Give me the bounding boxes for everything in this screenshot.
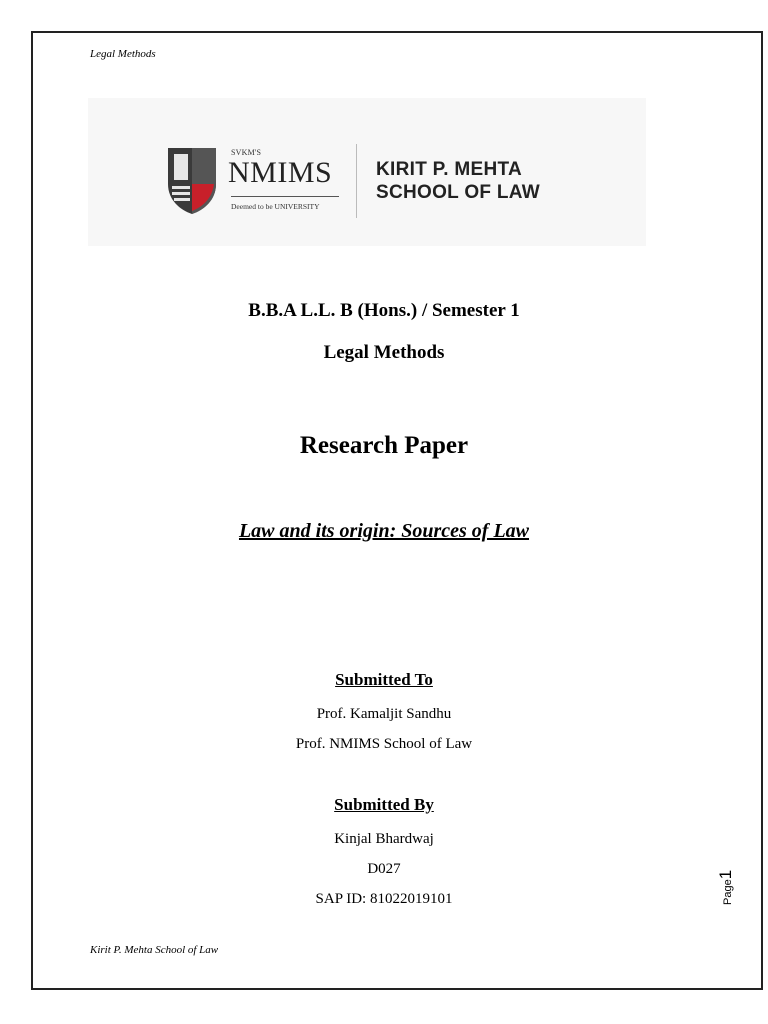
page-number-label: Page [722, 879, 734, 905]
logo-divider [356, 144, 357, 218]
submitted-by-line: D027 [367, 861, 401, 877]
svkm-label: SVKM'S [231, 148, 262, 157]
submitted-to-line: Prof. Kamaljit Sandhu [316, 706, 452, 722]
page-number-value: 1 [716, 869, 735, 880]
submitted-by-line: Kinjal Bhardwaj [334, 831, 434, 847]
university-label: Deemed to be UNIVERSITY [231, 202, 320, 211]
submitted-to-line: Prof. NMIMS School of Law [295, 736, 473, 752]
school-name-line2: SCHOOL OF LAW [376, 182, 540, 203]
school-name-line1: KIRIT P. MEHTA [376, 159, 523, 180]
page-number [716, 865, 736, 905]
nmims-wordmark [228, 144, 342, 218]
submitted-by-heading: Submitted By [334, 795, 434, 814]
course-title: Legal Methods [323, 342, 445, 363]
submitted-to-heading: Submitted To [335, 670, 433, 689]
nmims-crest-icon [164, 144, 220, 216]
nmims-rule [231, 196, 339, 197]
running-footer: Kirit P. Mehta School of Law [90, 944, 219, 956]
program-title: B.B.A L.L. B (Hons.) / Semester 1 [248, 300, 520, 321]
paper-topic: Law and its origin: Sources of Law [238, 520, 530, 542]
logo-banner [88, 98, 646, 246]
submitted-by-line: SAP ID: 81022019101 [315, 891, 453, 907]
nmims-label: NMIMS [228, 156, 333, 189]
running-header: Legal Methods [90, 48, 156, 60]
school-name [376, 158, 540, 204]
document-type: Research Paper [299, 432, 469, 459]
